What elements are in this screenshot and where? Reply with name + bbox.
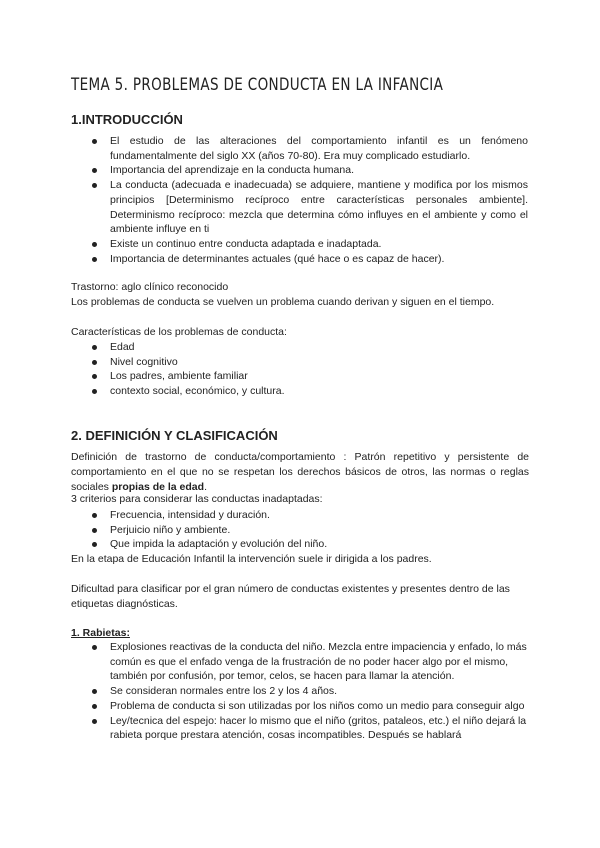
definicion-paragraph [71, 450, 529, 495]
list-item: La conducta (adecuada e inadecuada) se adquiere, mantiene y modifica por los mismos principios [Determinismo recíproco entre características personales ambiente]. Determinismo recíproco: mezcla que determina cómo influyes en el ambiente y como el ambiente influye en ti [92, 178, 528, 237]
section-2-heading: 2. DEFINICIÓN Y CLASIFICACIÓN [71, 428, 278, 443]
list-item: Nivel cognitivo [92, 355, 512, 370]
list-item: Edad [92, 340, 512, 355]
rabietas-heading: 1. Rabietas: [71, 627, 130, 639]
list-item: Que impida la adaptación y evolución del niño. [92, 537, 512, 552]
list-item: Los padres, ambiente familiar [92, 369, 512, 384]
definicion-bold: propias de la edad [111, 481, 205, 493]
rabietas-list [92, 640, 528, 743]
trastorno-line: Trastorno: aglo clínico reconocido [71, 281, 229, 293]
caracteristicas-list [92, 340, 512, 399]
list-item: contexto social, económico, y cultura. [92, 384, 512, 399]
problemas-line: Los problemas de conducta se vuelven un problema cuando derivan y siguen en el tiempo. [71, 296, 495, 308]
definicion-end: . [204, 481, 207, 493]
list-item: El estudio de las alteraciones del comportamiento infantil es un fenómeno fundamentalmente del siglo XX (años 70-80). Era muy complicado estudiarlo. [92, 134, 528, 163]
list-item: Explosiones reactivas de la conducta del niño. Mezcla entre impaciencia y enfado, lo más común es que el enfado venga de la frustración de no poder hacer algo por el mismo, también por confusión, por temor, celos, se hacen para llamar la atención. [92, 640, 528, 684]
list-item: Problema de conducta si son utilizadas por los niños como un medio para conseguir algo [92, 699, 528, 714]
list-item: Se consideran normales entre los 2 y los 4 años. [92, 684, 528, 699]
list-item: Importancia del aprendizaje en la conducta humana. [92, 163, 528, 178]
list-item: Importancia de determinantes actuales (qué hace o es capaz de hacer). [92, 252, 528, 267]
document-title: TEMA 5. PROBLEMAS DE CONDUCTA EN LA INFANCIA [71, 75, 444, 94]
list-item: Existe un continuo entre conducta adaptada e inadaptada. [92, 237, 528, 252]
section-1-heading: 1.INTRODUCCIÓN [71, 112, 183, 127]
list-item: Frecuencia, intensidad y duración. [92, 508, 512, 523]
definicion-text: Definición de trastorno de conducta/comportamiento : Patrón repetitivo y persistente de comportamiento en el que no se respetan los derechos básicos de otros, las normas o reglas sociales [71, 451, 529, 493]
etapa-line: En la etapa de Educación Infantil la intervención suele ir dirigida a los padres. [71, 553, 432, 565]
criterios-list [92, 508, 512, 552]
caracteristicas-label: Características de los problemas de conducta: [71, 326, 287, 338]
criterios-label: 3 criterios para considerar las conductas inadaptadas: [71, 493, 323, 505]
list-item: Perjuicio niño y ambiente. [92, 523, 512, 538]
dificultad-paragraph: Dificultad para clasificar por el gran número de conductas existentes y presentes dentro de las etiquetas diagnósticas. [71, 583, 510, 610]
intro-bullet-list [92, 134, 528, 266]
list-item: Ley/tecnica del espejo: hacer lo mismo que el niño (gritos, pataleos, etc.) el niño dejará la rabieta porque prestara atención, cosas incompatibles. Después se hablará [92, 714, 528, 743]
